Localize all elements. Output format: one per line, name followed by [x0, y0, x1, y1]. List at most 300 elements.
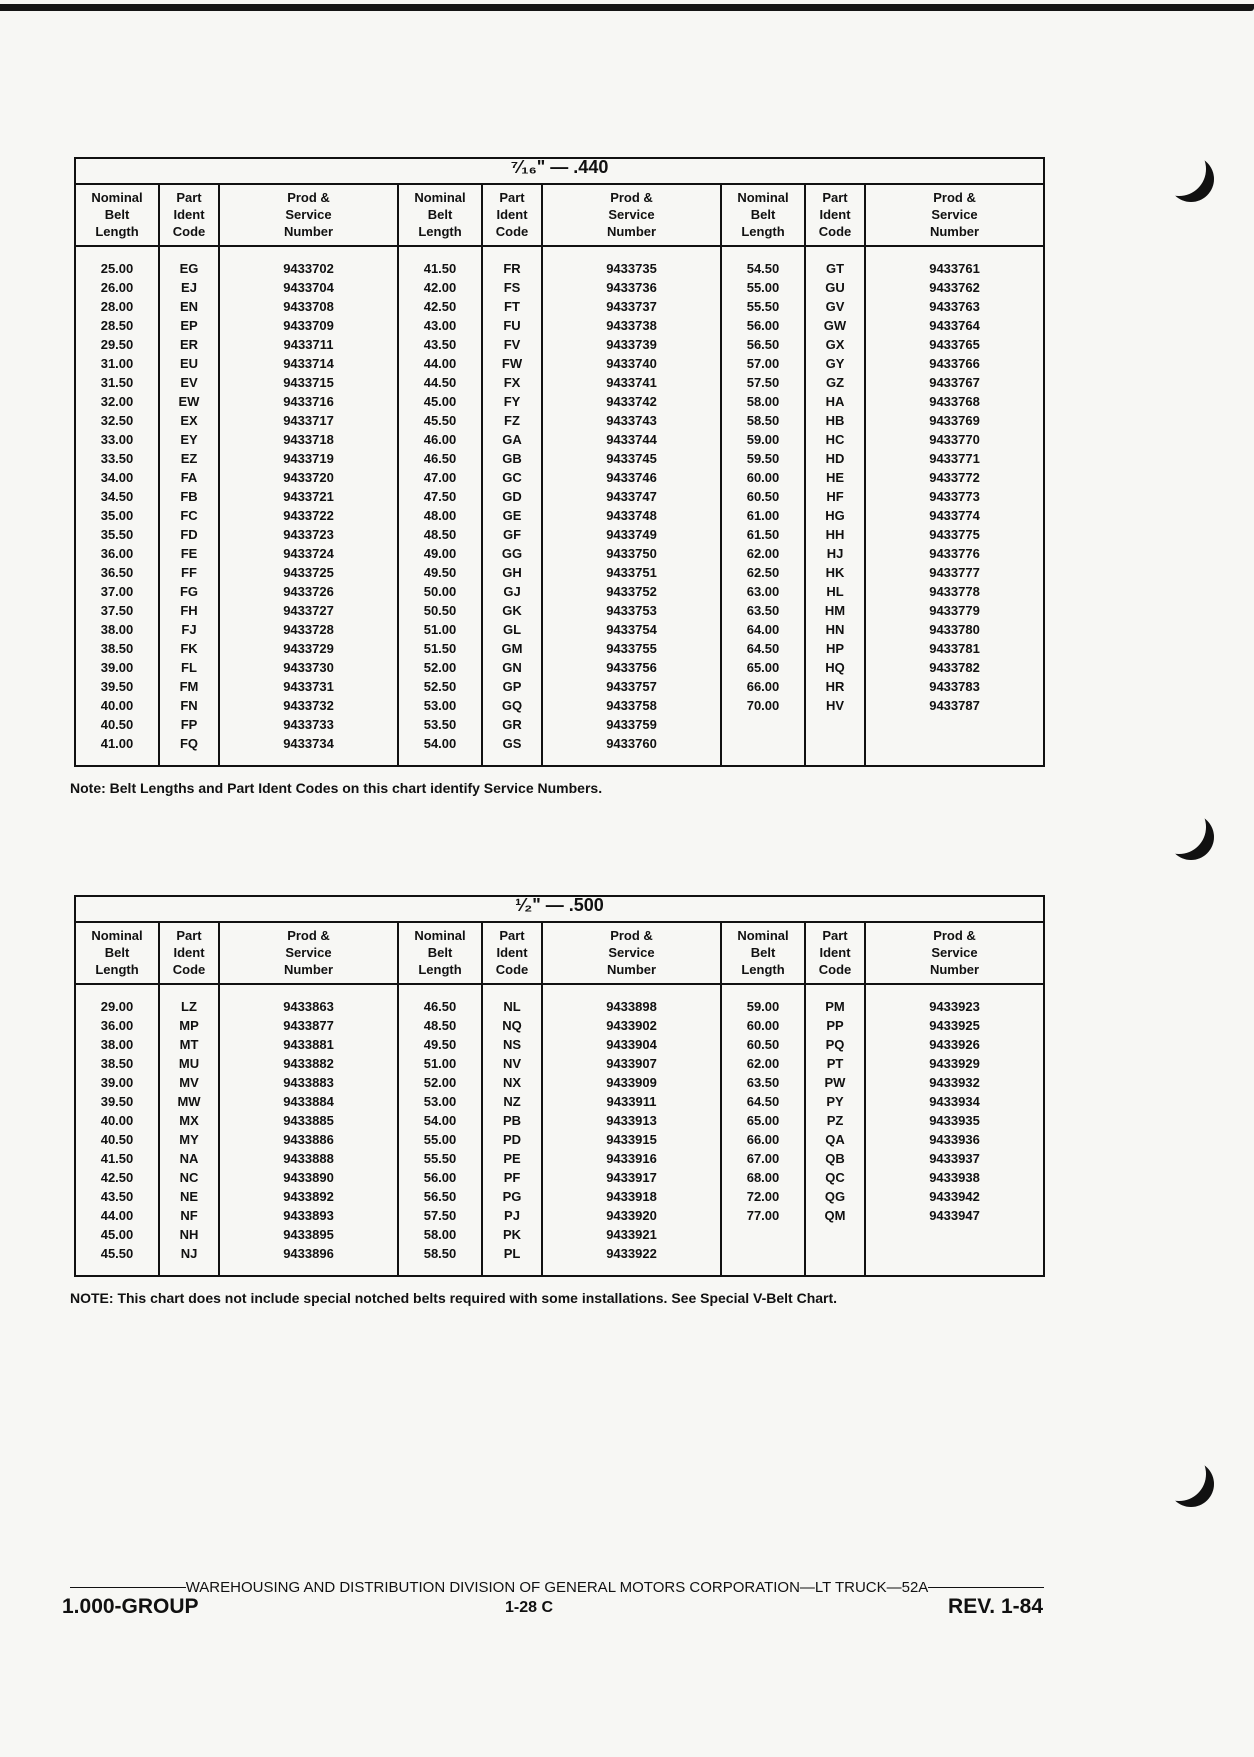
table-cell: EP	[159, 316, 219, 335]
table-cell: FK	[159, 639, 219, 658]
table-cell: 9433942	[865, 1187, 1044, 1206]
table-cell: GD	[482, 487, 542, 506]
table-row	[75, 354, 1044, 373]
table-cell: 9433724	[219, 544, 398, 563]
table-cell: EW	[159, 392, 219, 411]
table-cell: QA	[805, 1130, 865, 1149]
table-cell: 42.50	[75, 1168, 159, 1187]
table-row	[75, 677, 1044, 696]
table-cell: 9433760	[542, 734, 721, 753]
table-cell: HV	[805, 696, 865, 715]
table-cell: 55.50	[398, 1149, 482, 1168]
table-cell	[865, 734, 1044, 753]
table-cell: 9433911	[542, 1092, 721, 1111]
table-cell: 54.00	[398, 734, 482, 753]
table-cell: 9433743	[542, 411, 721, 430]
table-cell: 63.00	[721, 582, 805, 601]
table-cell: GX	[805, 335, 865, 354]
table-cell: 43.50	[75, 1187, 159, 1206]
table-cell: 9433757	[542, 677, 721, 696]
table-row	[75, 506, 1044, 525]
table-cell: NF	[159, 1206, 219, 1225]
table-cell: 9433762	[865, 278, 1044, 297]
table-cell: GB	[482, 449, 542, 468]
table-cell: GF	[482, 525, 542, 544]
table-cell: FE	[159, 544, 219, 563]
table-cell: 48.50	[398, 525, 482, 544]
table-cell: 53.50	[398, 715, 482, 734]
table-cell: EG	[159, 259, 219, 278]
table-cell: HQ	[805, 658, 865, 677]
table-cell: FX	[482, 373, 542, 392]
table-cell: 26.00	[75, 278, 159, 297]
table-cell: 9433733	[219, 715, 398, 734]
table-cell: 35.50	[75, 525, 159, 544]
table-cell: 64.50	[721, 639, 805, 658]
table-row	[75, 1168, 1044, 1187]
table-cell: 45.50	[75, 1244, 159, 1263]
table-cell: 52.00	[398, 658, 482, 677]
table-cell: 9433756	[542, 658, 721, 677]
table-cell: 54.00	[398, 1111, 482, 1130]
table-cell: 58.50	[721, 411, 805, 430]
table-cell: 9433932	[865, 1073, 1044, 1092]
table-cell: 9433736	[542, 278, 721, 297]
table-row	[75, 696, 1044, 715]
table-cell: GL	[482, 620, 542, 639]
table-cell: NS	[482, 1035, 542, 1054]
binder-punch-hole-top	[1168, 156, 1214, 202]
table-cell: 9433734	[219, 734, 398, 753]
table-cell: 9433739	[542, 335, 721, 354]
table-cell: 59.00	[721, 430, 805, 449]
table-cell: 65.00	[721, 658, 805, 677]
table-cell: FH	[159, 601, 219, 620]
table-cell: MP	[159, 1016, 219, 1035]
column-header: Part Ident Code	[805, 922, 865, 984]
table-cell: PT	[805, 1054, 865, 1073]
table-cell: 40.00	[75, 1111, 159, 1130]
table-cell: 9433744	[542, 430, 721, 449]
table-cell: 9433923	[865, 997, 1044, 1016]
table-cell: 68.00	[721, 1168, 805, 1187]
column-header: Part Ident Code	[482, 184, 542, 246]
table-cell: 9433907	[542, 1054, 721, 1073]
table-cell: PK	[482, 1225, 542, 1244]
table-row	[75, 1111, 1044, 1130]
table-cell: MU	[159, 1054, 219, 1073]
table-cell: PZ	[805, 1111, 865, 1130]
table-cell: 9433778	[865, 582, 1044, 601]
table-cell: 52.00	[398, 1073, 482, 1092]
table-cell: FM	[159, 677, 219, 696]
table-cell: FF	[159, 563, 219, 582]
table-cell: 9433726	[219, 582, 398, 601]
table-cell: 31.50	[75, 373, 159, 392]
table-cell: 35.00	[75, 506, 159, 525]
table-cell: 9433750	[542, 544, 721, 563]
table-cell: GS	[482, 734, 542, 753]
table-cell: 9433909	[542, 1073, 721, 1092]
table-cell: 9433711	[219, 335, 398, 354]
table-cell: 29.50	[75, 335, 159, 354]
table-cell: FS	[482, 278, 542, 297]
table-cell: 9433738	[542, 316, 721, 335]
table-cell: 9433771	[865, 449, 1044, 468]
table-cell: MW	[159, 1092, 219, 1111]
table-cell: 9433904	[542, 1035, 721, 1054]
spacer-row	[75, 753, 1044, 766]
table-cell: MT	[159, 1035, 219, 1054]
table-cell: 61.00	[721, 506, 805, 525]
footer-group: 1.000-GROUP	[62, 1595, 199, 1618]
spacer-row	[75, 984, 1044, 997]
table-cell	[805, 1225, 865, 1244]
table-cell: 72.00	[721, 1187, 805, 1206]
table-cell	[721, 1225, 805, 1244]
footer-revision: REV. 1-84	[948, 1595, 1043, 1618]
table-cell: 58.00	[398, 1225, 482, 1244]
table-cell: 9433896	[219, 1244, 398, 1263]
table-cell: HA	[805, 392, 865, 411]
table-cell: GR	[482, 715, 542, 734]
table-cell: NA	[159, 1149, 219, 1168]
table-cell: 9433902	[542, 1016, 721, 1035]
table-cell: HC	[805, 430, 865, 449]
table-cell: 9433888	[219, 1149, 398, 1168]
table-cell: 9433768	[865, 392, 1044, 411]
table-cell: 9433766	[865, 354, 1044, 373]
table-cell: 9433917	[542, 1168, 721, 1187]
table-cell: 42.00	[398, 278, 482, 297]
table-cell: 9433779	[865, 601, 1044, 620]
table-row	[75, 487, 1044, 506]
table-cell: 40.50	[75, 715, 159, 734]
table-row	[75, 582, 1044, 601]
table-row	[75, 1130, 1044, 1149]
table-cell: 31.00	[75, 354, 159, 373]
column-header-row	[75, 184, 1044, 246]
table-cell: 60.00	[721, 1016, 805, 1035]
table-cell: PP	[805, 1016, 865, 1035]
table-row	[75, 259, 1044, 278]
table-cell: 9433918	[542, 1187, 721, 1206]
table-cell: GQ	[482, 696, 542, 715]
belt-chart-note: Note: Belt Lengths and Part Ident Codes on this chart identify Service Numbers.	[70, 780, 603, 796]
table-cell: 39.50	[75, 1092, 159, 1111]
table-cell: 66.00	[721, 677, 805, 696]
table-cell: 25.00	[75, 259, 159, 278]
table-cell: 61.50	[721, 525, 805, 544]
table-cell: FR	[482, 259, 542, 278]
table-cell: 9433717	[219, 411, 398, 430]
table-cell	[865, 1225, 1044, 1244]
table-cell: 9433727	[219, 601, 398, 620]
table-cell: GC	[482, 468, 542, 487]
table-cell: PD	[482, 1130, 542, 1149]
table-cell: EJ	[159, 278, 219, 297]
table-cell: 9433737	[542, 297, 721, 316]
table-cell: MV	[159, 1073, 219, 1092]
column-header: Prod & Service Number	[542, 922, 721, 984]
table-cell: 9433752	[542, 582, 721, 601]
table-cell: EZ	[159, 449, 219, 468]
table-cell: 70.00	[721, 696, 805, 715]
table-cell: FT	[482, 297, 542, 316]
table-cell: NE	[159, 1187, 219, 1206]
table-row	[75, 1035, 1044, 1054]
footer-rule-right	[928, 1587, 1044, 1588]
table-cell: 53.00	[398, 696, 482, 715]
table-cell: HK	[805, 563, 865, 582]
table-cell: 42.50	[398, 297, 482, 316]
table-cell: 9433926	[865, 1035, 1044, 1054]
table-cell: 9433770	[865, 430, 1044, 449]
column-header: Prod & Service Number	[542, 184, 721, 246]
table-cell: 41.00	[75, 734, 159, 753]
spacer-row	[75, 246, 1044, 259]
table-cell: 9433883	[219, 1073, 398, 1092]
table-cell: 9433715	[219, 373, 398, 392]
table-row	[75, 997, 1044, 1016]
table-cell: FN	[159, 696, 219, 715]
table-cell: 9433761	[865, 259, 1044, 278]
table-cell: 39.00	[75, 658, 159, 677]
table-cell: 49.00	[398, 544, 482, 563]
table-cell: 9433892	[219, 1187, 398, 1206]
table-cell: 48.50	[398, 1016, 482, 1035]
table-row	[75, 1073, 1044, 1092]
table-cell: 28.00	[75, 297, 159, 316]
table-cell: 9433729	[219, 639, 398, 658]
table-cell: 36.00	[75, 544, 159, 563]
table-cell: GU	[805, 278, 865, 297]
table-cell: QB	[805, 1149, 865, 1168]
binder-punch-hole-middle	[1168, 814, 1214, 860]
table-cell: GT	[805, 259, 865, 278]
table-cell: GW	[805, 316, 865, 335]
table-cell: 63.50	[721, 1073, 805, 1092]
table-cell: MX	[159, 1111, 219, 1130]
table-cell: 9433890	[219, 1168, 398, 1187]
table-cell: 56.50	[398, 1187, 482, 1206]
table-cell: 9433767	[865, 373, 1044, 392]
table-cell: 64.00	[721, 620, 805, 639]
table-cell: 9433718	[219, 430, 398, 449]
table-cell: 9433921	[542, 1225, 721, 1244]
table-cell: 44.50	[398, 373, 482, 392]
table-cell: 45.50	[398, 411, 482, 430]
table-row	[75, 316, 1044, 335]
table-cell: GH	[482, 563, 542, 582]
binder-punch-hole-bottom	[1168, 1461, 1214, 1507]
table-cell: FZ	[482, 411, 542, 430]
table-cell: HB	[805, 411, 865, 430]
table-cell: GZ	[805, 373, 865, 392]
table-cell: 9433787	[865, 696, 1044, 715]
table-cell: 60.50	[721, 1035, 805, 1054]
table-cell: 45.00	[398, 392, 482, 411]
table-cell	[865, 1244, 1044, 1263]
table-cell: NV	[482, 1054, 542, 1073]
table-cell: 9433895	[219, 1225, 398, 1244]
belt-chart-note: NOTE: This chart does not include special notched belts required with some installations. See Special V-Belt Chart.	[70, 1290, 838, 1306]
column-header: Part Ident Code	[159, 184, 219, 246]
table-cell	[805, 1244, 865, 1263]
table-cell: 9433748	[542, 506, 721, 525]
table-cell: 63.50	[721, 601, 805, 620]
table-cell: 9433877	[219, 1016, 398, 1035]
table-row	[75, 430, 1044, 449]
table-cell: 37.00	[75, 582, 159, 601]
table-cell: EV	[159, 373, 219, 392]
column-header: Nominal Belt Length	[398, 184, 482, 246]
table-cell: 55.50	[721, 297, 805, 316]
table-cell: 9433759	[542, 715, 721, 734]
table-cell: 39.50	[75, 677, 159, 696]
table-cell: 58.50	[398, 1244, 482, 1263]
table-cell: 44.00	[398, 354, 482, 373]
table-row	[75, 1225, 1044, 1244]
table-cell: 9433774	[865, 506, 1044, 525]
table-cell: 9433782	[865, 658, 1044, 677]
table-cell	[721, 734, 805, 753]
table-cell: 9433913	[542, 1111, 721, 1130]
table-cell: FD	[159, 525, 219, 544]
table-cell: 55.00	[721, 278, 805, 297]
table-cell: 9433722	[219, 506, 398, 525]
table-cell: 66.00	[721, 1130, 805, 1149]
table-cell: 49.50	[398, 1035, 482, 1054]
table-cell: 9433714	[219, 354, 398, 373]
table-cell: 59.50	[721, 449, 805, 468]
table-cell: 62.00	[721, 1054, 805, 1073]
table-row	[75, 449, 1044, 468]
table-cell: 62.50	[721, 563, 805, 582]
table-cell: 9433773	[865, 487, 1044, 506]
column-header: Nominal Belt Length	[75, 184, 159, 246]
table-cell: 9433709	[219, 316, 398, 335]
table-cell: 9433915	[542, 1130, 721, 1149]
table-cell	[805, 715, 865, 734]
table-cell: ER	[159, 335, 219, 354]
table-cell: 43.00	[398, 316, 482, 335]
column-header: Prod & Service Number	[865, 922, 1044, 984]
table-cell: 9433916	[542, 1149, 721, 1168]
table-cell: 9433758	[542, 696, 721, 715]
table-cell: FG	[159, 582, 219, 601]
table-cell: 51.00	[398, 620, 482, 639]
table-cell: 9433929	[865, 1054, 1044, 1073]
table-cell: 9433780	[865, 620, 1044, 639]
table-cell: 55.00	[398, 1130, 482, 1149]
table-cell: 9433898	[542, 997, 721, 1016]
table-cell: 46.50	[398, 997, 482, 1016]
table-row	[75, 544, 1044, 563]
table-cell: GM	[482, 639, 542, 658]
table-cell: HL	[805, 582, 865, 601]
table-cell: 9433753	[542, 601, 721, 620]
table-row	[75, 1054, 1044, 1073]
table-cell: 52.50	[398, 677, 482, 696]
table-cell: 48.00	[398, 506, 482, 525]
table-row	[75, 411, 1044, 430]
table-cell: GV	[805, 297, 865, 316]
column-header: Nominal Belt Length	[721, 922, 805, 984]
table-cell: 51.00	[398, 1054, 482, 1073]
table-cell	[721, 715, 805, 734]
table-cell: 9433730	[219, 658, 398, 677]
table-cell: 9433745	[542, 449, 721, 468]
table-cell: GN	[482, 658, 542, 677]
table-cell: 9433731	[219, 677, 398, 696]
table-cell: 9433725	[219, 563, 398, 582]
table-cell: 46.50	[398, 449, 482, 468]
top-edge-rule	[0, 4, 1254, 11]
table-row	[75, 658, 1044, 677]
table-cell: 9433935	[865, 1111, 1044, 1130]
table-cell: 39.00	[75, 1073, 159, 1092]
table-cell: 54.50	[721, 259, 805, 278]
table-cell: 38.50	[75, 639, 159, 658]
column-header: Prod & Service Number	[219, 922, 398, 984]
table-cell: PB	[482, 1111, 542, 1130]
table-cell: 9433920	[542, 1206, 721, 1225]
table-cell: 9433863	[219, 997, 398, 1016]
table-cell: 9433702	[219, 259, 398, 278]
table-cell: 38.00	[75, 620, 159, 639]
table-cell: 9433723	[219, 525, 398, 544]
table-cell: PM	[805, 997, 865, 1016]
table-cell: NH	[159, 1225, 219, 1244]
table-cell	[865, 715, 1044, 734]
belt-chart-title: ⁷⁄₁₆" — .440	[75, 158, 1044, 184]
table-cell: 9433777	[865, 563, 1044, 582]
table-cell: PE	[482, 1149, 542, 1168]
table-cell: 9433922	[542, 1244, 721, 1263]
table-cell: 40.50	[75, 1130, 159, 1149]
table-cell: EU	[159, 354, 219, 373]
table-cell: PF	[482, 1168, 542, 1187]
table-cell: 62.00	[721, 544, 805, 563]
table-cell: HP	[805, 639, 865, 658]
table-cell: 9433781	[865, 639, 1044, 658]
column-header: Nominal Belt Length	[75, 922, 159, 984]
table-cell: 9433886	[219, 1130, 398, 1149]
table-cell: 50.00	[398, 582, 482, 601]
footer-division-line	[70, 1579, 1044, 1596]
table-row	[75, 1149, 1044, 1168]
table-cell: NL	[482, 997, 542, 1016]
table-cell: 49.50	[398, 563, 482, 582]
table-cell: 36.50	[75, 563, 159, 582]
table-cell: PG	[482, 1187, 542, 1206]
table-cell: 9433765	[865, 335, 1044, 354]
table-row	[75, 639, 1044, 658]
table-cell	[805, 734, 865, 753]
table-row	[75, 1016, 1044, 1035]
table-cell: 60.50	[721, 487, 805, 506]
table-cell: NQ	[482, 1016, 542, 1035]
table-cell: GY	[805, 354, 865, 373]
table-cell: HG	[805, 506, 865, 525]
table-cell: 46.00	[398, 430, 482, 449]
table-cell: HJ	[805, 544, 865, 563]
table-cell: 9433937	[865, 1149, 1044, 1168]
table-cell: 9433934	[865, 1092, 1044, 1111]
table-cell: 29.00	[75, 997, 159, 1016]
column-header: Nominal Belt Length	[398, 922, 482, 984]
